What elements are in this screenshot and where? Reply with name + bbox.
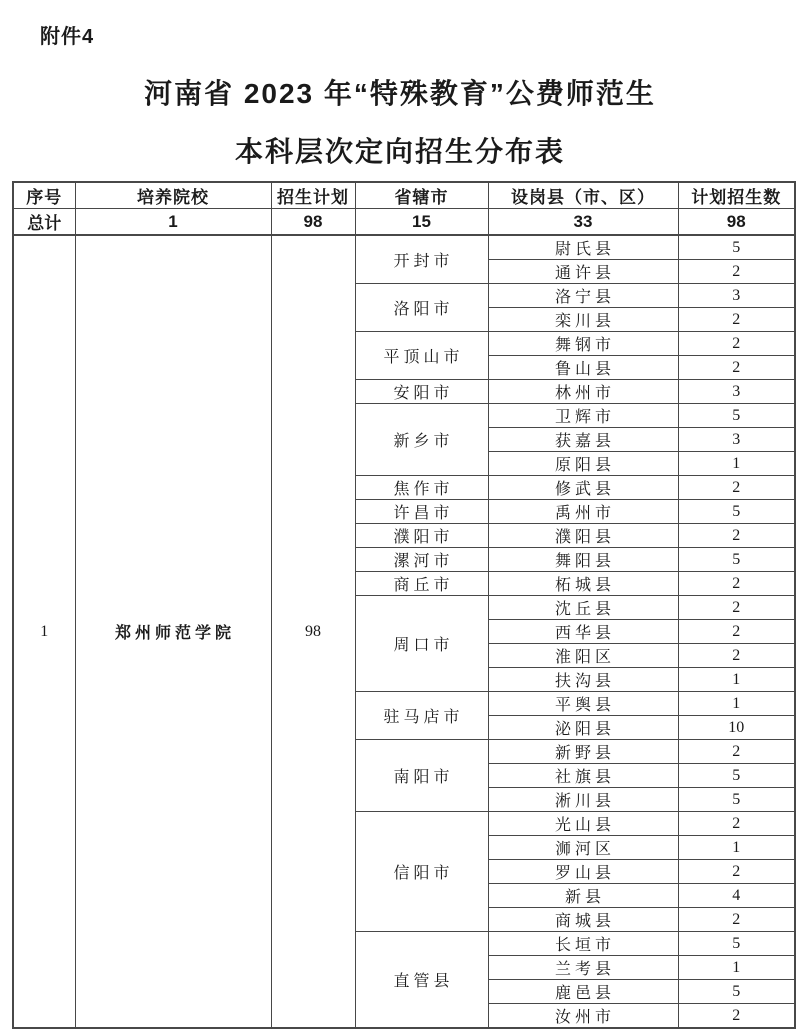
header-serial: 序号 <box>13 182 75 209</box>
count-cell: 5 <box>678 788 795 812</box>
count-cell: 10 <box>678 716 795 740</box>
county-cell: 舞钢市 <box>488 332 678 356</box>
count-cell: 2 <box>678 644 795 668</box>
county-cell: 尉氏县 <box>488 235 678 260</box>
county-cell: 淅川县 <box>488 788 678 812</box>
table-row <box>13 235 795 260</box>
count-cell: 5 <box>678 500 795 524</box>
count-cell: 2 <box>678 308 795 332</box>
city-cell: 周口市 <box>355 596 488 692</box>
count-cell: 2 <box>678 356 795 380</box>
county-cell: 柘城县 <box>488 572 678 596</box>
county-cell: 舞阳县 <box>488 548 678 572</box>
count-cell: 1 <box>678 692 795 716</box>
county-cell: 罗山县 <box>488 860 678 884</box>
count-cell: 5 <box>678 980 795 1004</box>
total-city-count: 15 <box>355 209 488 236</box>
county-cell: 洛宁县 <box>488 284 678 308</box>
count-cell: 2 <box>678 596 795 620</box>
header-county: 设岗县（市、区） <box>488 182 678 209</box>
county-cell: 平舆县 <box>488 692 678 716</box>
county-cell: 卫辉市 <box>488 404 678 428</box>
city-cell: 南阳市 <box>355 740 488 812</box>
count-cell: 4 <box>678 884 795 908</box>
document-title-line2: 本科层次定向招生分布表 <box>234 136 565 167</box>
city-cell: 驻马店市 <box>355 692 488 740</box>
count-cell: 2 <box>678 260 795 284</box>
city-cell: 开封市 <box>355 235 488 284</box>
county-cell: 禹州市 <box>488 500 678 524</box>
county-cell: 兰考县 <box>488 956 678 980</box>
count-cell: 3 <box>678 380 795 404</box>
city-cell: 信阳市 <box>355 812 488 932</box>
institution-cell: 郑州师范学院 <box>75 235 271 1028</box>
count-cell: 1 <box>678 956 795 980</box>
count-cell: 2 <box>678 1004 795 1029</box>
county-cell: 濮阳县 <box>488 524 678 548</box>
attachment-label: 附件4 <box>40 26 95 48</box>
total-label: 总计 <box>13 209 75 236</box>
count-cell: 1 <box>678 836 795 860</box>
header-city: 省辖市 <box>355 182 488 209</box>
serial-cell: 1 <box>13 235 75 1028</box>
city-cell: 直管县 <box>355 932 488 1029</box>
count-cell: 1 <box>678 452 795 476</box>
county-cell: 汝州市 <box>488 1004 678 1029</box>
county-cell: 通许县 <box>488 260 678 284</box>
count-cell: 1 <box>678 668 795 692</box>
header-enrollment-plan: 招生计划 <box>271 182 355 209</box>
county-cell: 新野县 <box>488 740 678 764</box>
count-cell: 2 <box>678 740 795 764</box>
county-cell: 淮阳区 <box>488 644 678 668</box>
count-cell: 5 <box>678 235 795 260</box>
count-cell: 5 <box>678 932 795 956</box>
city-cell: 商丘市 <box>355 572 488 596</box>
count-cell: 5 <box>678 548 795 572</box>
city-cell: 濮阳市 <box>355 524 488 548</box>
count-cell: 2 <box>678 908 795 932</box>
count-cell: 5 <box>678 404 795 428</box>
county-cell: 光山县 <box>488 812 678 836</box>
count-cell: 2 <box>678 524 795 548</box>
county-cell: 鲁山县 <box>488 356 678 380</box>
city-cell: 平顶山市 <box>355 332 488 380</box>
table-header-row <box>13 182 795 209</box>
city-cell: 新乡市 <box>355 404 488 476</box>
county-cell: 原阳县 <box>488 452 678 476</box>
count-cell: 2 <box>678 620 795 644</box>
county-cell: 社旗县 <box>488 764 678 788</box>
county-cell: 浉河区 <box>488 836 678 860</box>
total-planned-enrollment: 98 <box>678 209 795 236</box>
count-cell: 2 <box>678 572 795 596</box>
county-cell: 扶沟县 <box>488 668 678 692</box>
county-cell: 鹿邑县 <box>488 980 678 1004</box>
table-total-row <box>13 209 795 236</box>
enrollment-distribution-table <box>12 181 796 1029</box>
document-title-line1: 河南省 2023 年“特殊教育”公费师范生 <box>144 78 656 109</box>
county-cell: 西华县 <box>488 620 678 644</box>
county-cell: 沈丘县 <box>488 596 678 620</box>
city-cell: 安阳市 <box>355 380 488 404</box>
city-cell: 漯河市 <box>355 548 488 572</box>
count-cell: 3 <box>678 284 795 308</box>
county-cell: 新县 <box>488 884 678 908</box>
county-cell: 获嘉县 <box>488 428 678 452</box>
count-cell: 5 <box>678 764 795 788</box>
total-institution-count: 1 <box>75 209 271 236</box>
total-plan: 98 <box>271 209 355 236</box>
county-cell: 泌阳县 <box>488 716 678 740</box>
total-county-count: 33 <box>488 209 678 236</box>
county-cell: 商城县 <box>488 908 678 932</box>
header-planned-count: 计划招生数 <box>678 182 795 209</box>
county-cell: 林州市 <box>488 380 678 404</box>
city-cell: 焦作市 <box>355 476 488 500</box>
count-cell: 2 <box>678 332 795 356</box>
county-cell: 修武县 <box>488 476 678 500</box>
count-cell: 3 <box>678 428 795 452</box>
county-cell: 栾川县 <box>488 308 678 332</box>
count-cell: 2 <box>678 812 795 836</box>
header-institution: 培养院校 <box>75 182 271 209</box>
county-cell: 长垣市 <box>488 932 678 956</box>
count-cell: 2 <box>678 476 795 500</box>
city-cell: 许昌市 <box>355 500 488 524</box>
count-cell: 2 <box>678 860 795 884</box>
plan-cell: 98 <box>271 235 355 1028</box>
city-cell: 洛阳市 <box>355 284 488 332</box>
